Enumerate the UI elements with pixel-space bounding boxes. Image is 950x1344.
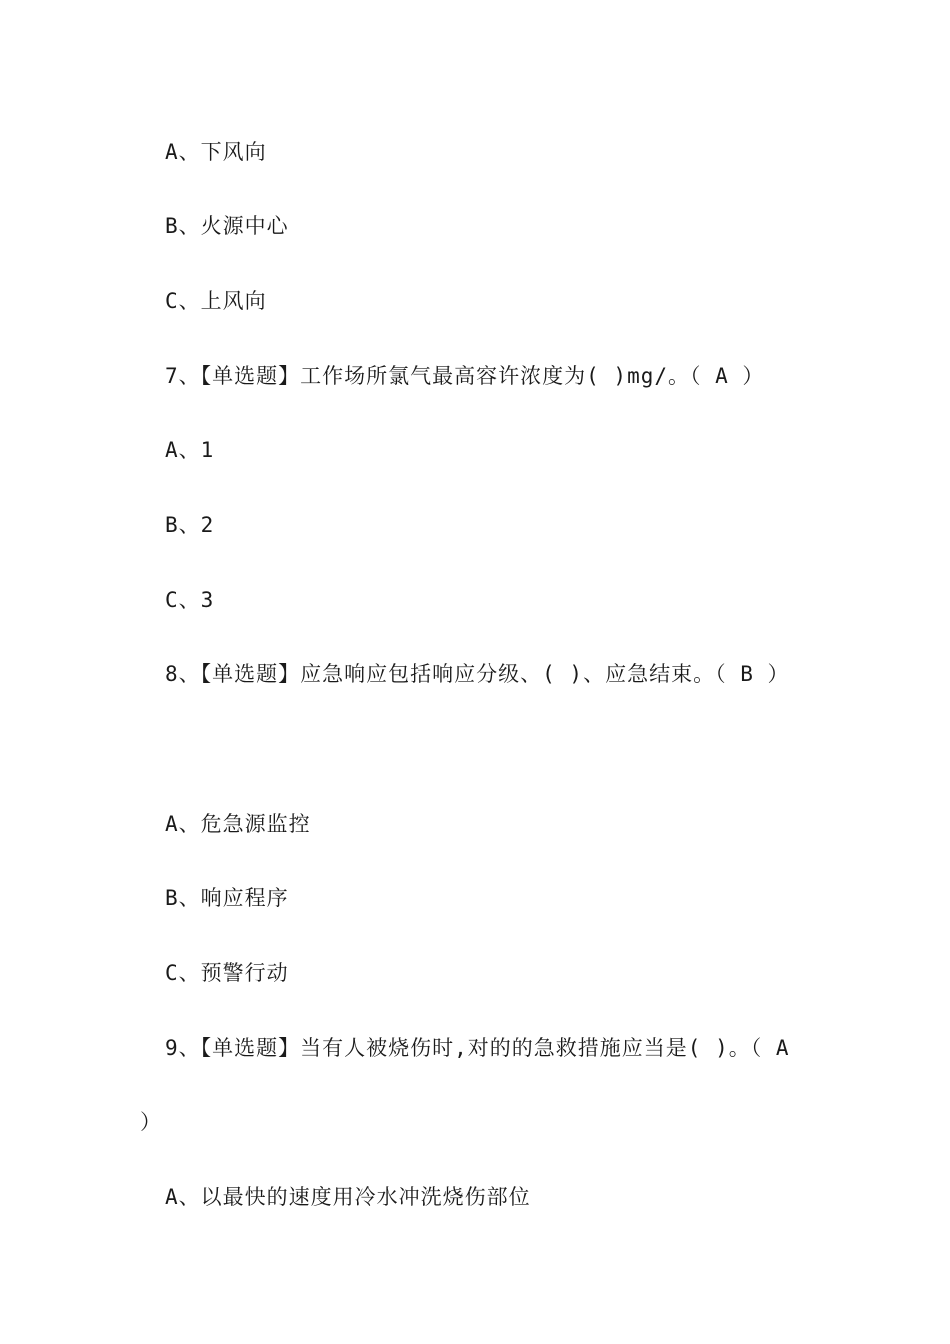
q6-option-a: A、下风向 bbox=[165, 140, 267, 164]
q9-question-continuation: ） bbox=[140, 1110, 162, 1134]
q7-option-b: B、2 bbox=[165, 513, 215, 537]
q6-option-c: C、上风向 bbox=[165, 289, 267, 313]
q9-question: 9、【单选题】当有人被烧伤时,对的的急救措施应当是( )。（ A bbox=[165, 1036, 790, 1060]
q7-question: 7、【单选题】工作场所氯气最高容许浓度为( )mg/。（ A ） bbox=[165, 364, 765, 388]
q8-question: 8、【单选题】应急响应包括响应分级、( )、应急结束。（ B ） bbox=[165, 662, 790, 686]
q8-option-c: C、预警行动 bbox=[165, 961, 289, 985]
q8-option-a: A、危急源监控 bbox=[165, 812, 311, 836]
q8-option-b: B、响应程序 bbox=[165, 886, 289, 910]
q6-option-b: B、火源中心 bbox=[165, 214, 289, 238]
q7-option-a: A、1 bbox=[165, 438, 215, 462]
q7-option-c: C、3 bbox=[165, 588, 215, 612]
q9-option-a: A、以最快的速度用冷水冲洗烧伤部位 bbox=[165, 1185, 531, 1209]
